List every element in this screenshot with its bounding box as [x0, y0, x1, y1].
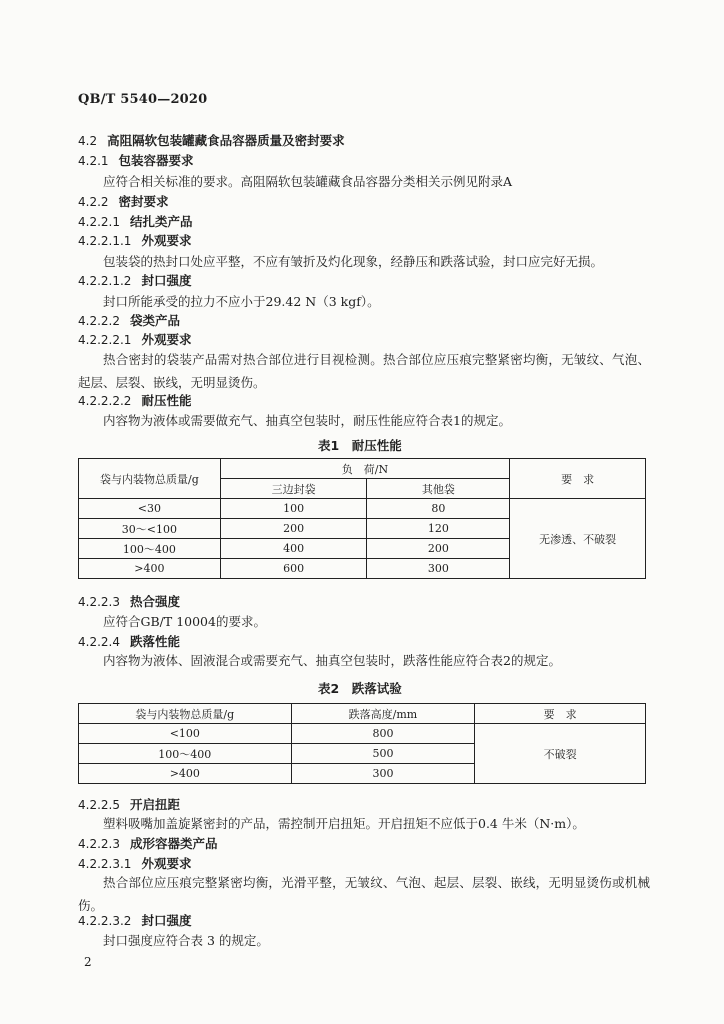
para-4-2-1: 应符合相关标准的要求。高阻隔软包装罐藏食品容器分类相关示例见附录A: [103, 174, 513, 189]
table-cell: 300: [367, 559, 510, 579]
heading-4-2-2: 4.2.2 密封要求: [78, 194, 169, 209]
table-cell: >400: [79, 559, 221, 579]
table-cell: >400: [79, 764, 292, 784]
table-cell: 500: [291, 744, 475, 764]
table-2-header-requirement: 要 求: [475, 704, 646, 724]
table-1-header-requirement: 要 求: [510, 459, 646, 499]
table-cell: 100～400: [79, 539, 221, 559]
para-4-2-2-4: 内容物为液体、固液混合或需要充气、抽真空包装时，跌落性能应符合表2的规定。: [103, 653, 561, 668]
para-4-2-2-3-2: 封口强度应符合表 3 的规定。: [103, 933, 269, 948]
table-cell: 300: [291, 764, 475, 784]
table-cell: 100: [220, 499, 367, 519]
table-cell: 80: [367, 499, 510, 519]
para-4-2-2-1-2: 封口所能承受的拉力不应小于29.42 N（3 kgf）。: [103, 294, 380, 309]
para-4-2-2-2-1: 热合密封的袋装产品需对热合部位进行目视检测。热合部位应压痕完整紧密均衡，无皱纹、气泡、起层、层裂、嵌线，无明显烫伤。: [78, 352, 650, 390]
heading-4-2-2-3-formed: 4.2.2.3 成形容器类产品: [78, 836, 218, 851]
heading-4-2: 4.2 高阻隔软包装罐藏食品容器质量及密封要求: [78, 133, 345, 148]
table-2-title: 表2 跌落试验: [318, 681, 402, 696]
para-4-2-2-1-1: 包装袋的热封口处应平整，不应有皱折及灼化现象，经静压和跌落试验，封口应完好无损。: [103, 254, 604, 269]
table-row: [79, 499, 646, 519]
table-2: [78, 703, 646, 784]
table-1-header-three-side: 三边封袋: [220, 479, 367, 499]
table-1-requirement-value: 无渗透、不破裂: [510, 499, 646, 579]
table-1-title: 表1 耐压性能: [318, 438, 402, 453]
heading-4-2-2-4: 4.2.2.4 跌落性能: [78, 634, 180, 649]
heading-4-2-2-5: 4.2.2.5 开启扭距: [78, 797, 180, 812]
table-cell: 400: [220, 539, 367, 559]
table-cell: 120: [367, 519, 510, 539]
table-cell: 200: [367, 539, 510, 559]
table-cell: 100～400: [79, 744, 292, 764]
heading-4-2-2-2: 4.2.2.2 袋类产品: [78, 313, 180, 328]
table-1-header-other: 其他袋: [367, 479, 510, 499]
table-cell: 800: [291, 724, 475, 744]
table-1-header-load: 负 荷/N: [220, 459, 509, 479]
table-cell: 30～<100: [79, 519, 221, 539]
table-cell: 600: [220, 559, 367, 579]
heading-4-2-2-2-1: 4.2.2.2.1 外观要求: [78, 332, 192, 347]
heading-4-2-2-3-2: 4.2.2.3.2 封口强度: [78, 913, 192, 928]
table-row: [79, 724, 646, 744]
table-1: [78, 458, 646, 579]
para-4-2-2-3: 应符合GB/T 10004的要求。: [103, 614, 266, 629]
page-number: 2: [84, 955, 92, 969]
table-2-header-height: 跌落高度/mm: [291, 704, 475, 724]
heading-4-2-2-2-2: 4.2.2.2.2 耐压性能: [78, 393, 192, 408]
standard-code: QB/T 5540—2020: [78, 92, 208, 107]
table-cell: 200: [220, 519, 367, 539]
heading-4-2-2-1-1: 4.2.2.1.1 外观要求: [78, 233, 192, 248]
heading-4-2-2-3: 4.2.2.3 热合强度: [78, 594, 180, 609]
table-2-requirement-value: 不破裂: [475, 724, 646, 784]
heading-4-2-2-1-2: 4.2.2.1.2 封口强度: [78, 273, 192, 288]
table-2-header-mass: 袋与内装物总质量/g: [79, 704, 292, 724]
table-cell: <30: [79, 499, 221, 519]
heading-4-2-1: 4.2.1 包装容器要求: [78, 153, 194, 168]
heading-4-2-2-3-1: 4.2.2.3.1 外观要求: [78, 856, 192, 871]
para-4-2-2-5: 塑料吸嘴加盖旋紧密封的产品，需控制开启扭矩。开启扭矩不应低于0.4 牛米（N·m）。: [103, 816, 585, 831]
heading-4-2-2-1: 4.2.2.1 结扎类产品: [78, 214, 193, 229]
table-cell: <100: [79, 724, 292, 744]
para-4-2-2-2-2: 内容物为液体或需要做充气、抽真空包装时，耐压性能应符合表1的规定。: [103, 413, 511, 428]
para-4-2-2-3-1: 热合部位应压痕完整紧密均衡，光滑平整，无皱纹、气泡、起层、层裂、嵌线，无明显烫伤或机械伤。: [78, 875, 650, 913]
table-1-header-mass: 袋与内装物总质量/g: [79, 459, 221, 499]
